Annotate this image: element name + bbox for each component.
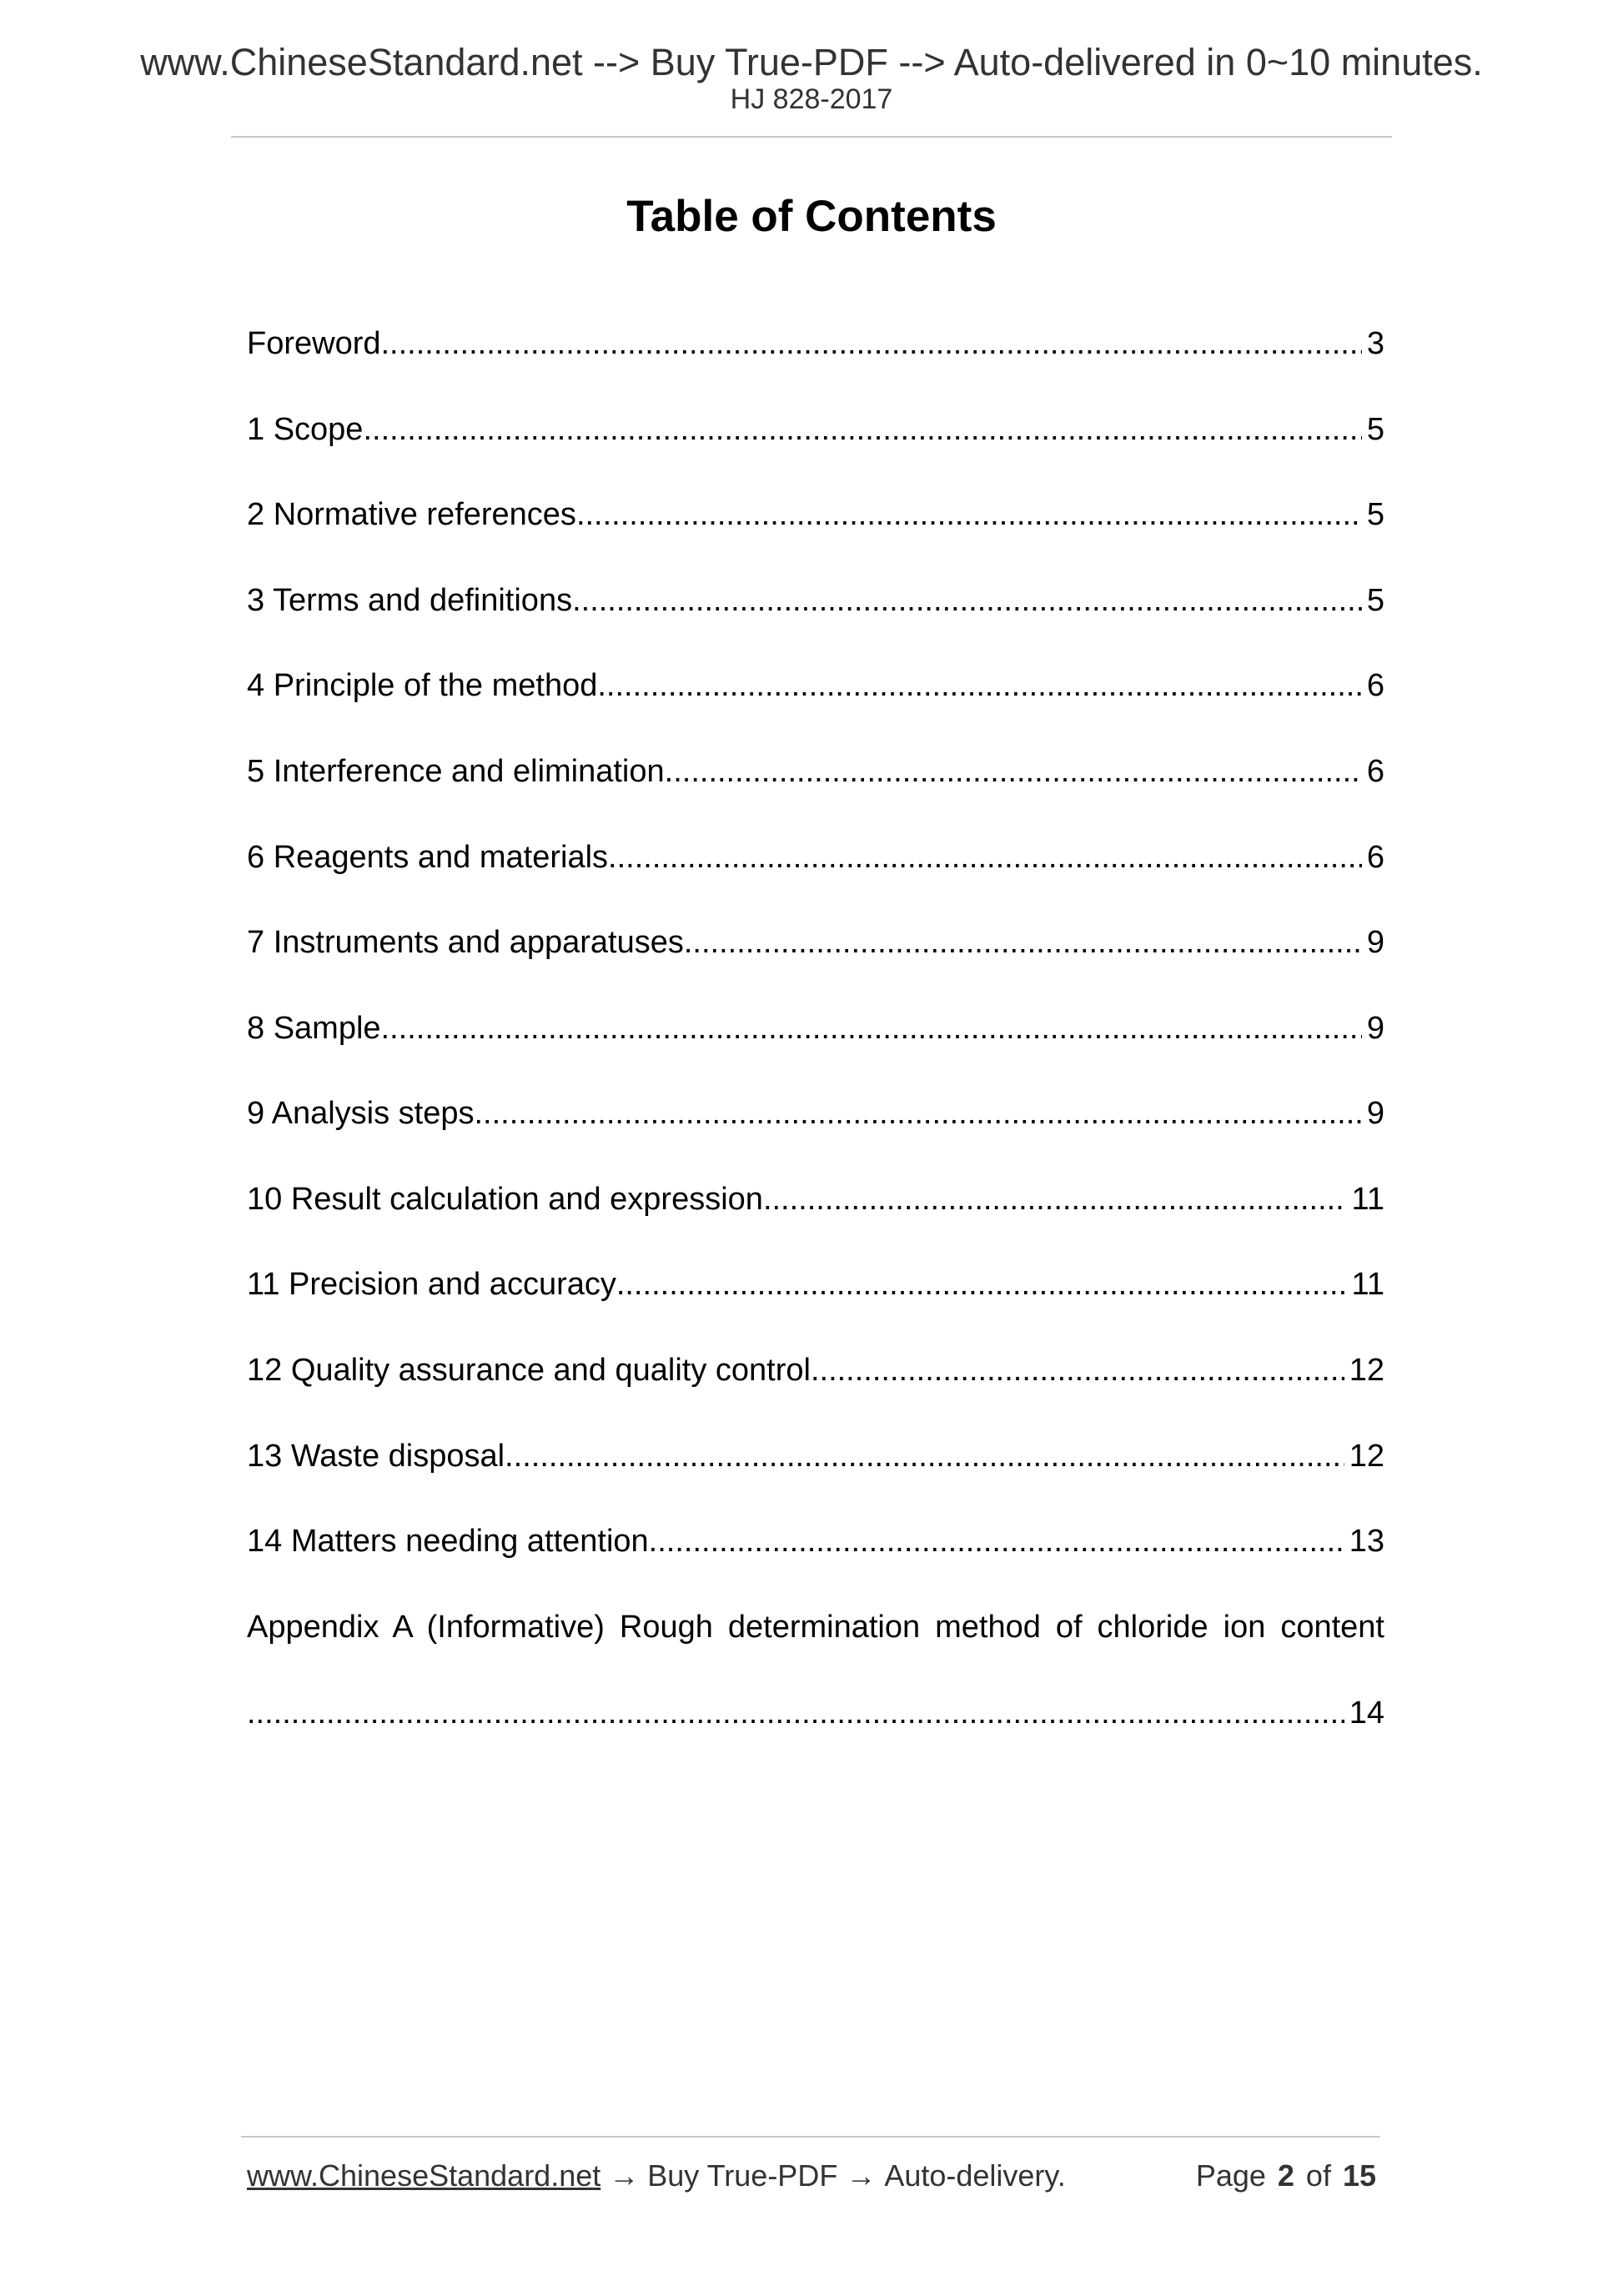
dot-leader xyxy=(811,1349,1344,1391)
toc-entry-page: 5 xyxy=(1366,412,1384,447)
toc-entry-page: 5 xyxy=(1366,583,1384,618)
toc-entry-reagents-and-materials[interactable] xyxy=(247,837,1384,878)
toc-entry-page: 12 xyxy=(1349,1439,1384,1474)
toc-entry-sample[interactable] xyxy=(247,1007,1384,1049)
toc-entry-page: 12 xyxy=(1349,1353,1384,1388)
toc-entry-title: 5 Interference and elimination xyxy=(247,754,665,789)
toc-entry-title: 8 Sample xyxy=(247,1011,381,1046)
toc-entry-foreword[interactable] xyxy=(247,323,1384,364)
toc-entry-matters-needing-attention[interactable] xyxy=(247,1520,1384,1562)
dot-leader xyxy=(474,1093,1361,1134)
toc-entry-title: 14 Matters needing attention xyxy=(247,1524,649,1559)
toc-entry-principle-of-the-method[interactable] xyxy=(247,665,1384,706)
footer-buy-text: Buy True-PDF xyxy=(647,2158,838,2193)
footer-delivery-text: Auto-delivery. xyxy=(884,2158,1066,2193)
document-code: HJ 828-2017 xyxy=(730,83,893,115)
arrow-right-icon: → xyxy=(609,2158,640,2193)
dot-leader xyxy=(505,1435,1344,1477)
dot-leader xyxy=(763,1178,1347,1220)
toc-entry-page: 11 xyxy=(1351,1267,1384,1302)
toc-entry-waste-disposal[interactable] xyxy=(247,1435,1384,1477)
page-indicator xyxy=(1196,2158,1376,2194)
footer-site-link[interactable]: www.ChineseStandard.net xyxy=(247,2158,601,2193)
footer-promo xyxy=(247,2158,1066,2194)
dot-leader xyxy=(684,922,1362,963)
toc-entry-title: 13 Waste disposal xyxy=(247,1439,505,1474)
total-pages-number: 15 xyxy=(1342,2158,1376,2193)
toc-entry-title: 4 Principle of the method xyxy=(247,668,598,703)
toc-title: Table of Contents xyxy=(626,192,997,241)
toc-entry-title: Foreword xyxy=(247,326,381,361)
toc-entry-terms-and-definitions[interactable] xyxy=(247,580,1384,621)
toc-entry-title: 3 Terms and definitions xyxy=(247,583,573,618)
dot-leader xyxy=(572,580,1362,621)
toc-entry-interference-and-elimination[interactable] xyxy=(247,751,1384,792)
toc-entry-title: 7 Instruments and apparatuses xyxy=(247,925,684,960)
toc-entry-page: 11 xyxy=(1351,1182,1384,1217)
toc-entry-appendix-a-page-line[interactable] xyxy=(247,1692,1384,1734)
dot-leader xyxy=(381,323,1362,364)
toc-entry-title: 10 Result calculation and expression xyxy=(247,1182,763,1217)
of-label: of xyxy=(1305,2158,1331,2193)
dot-leader xyxy=(381,1007,1362,1049)
toc-entry-normative-references[interactable] xyxy=(247,494,1384,535)
toc-entry-precision-and-accuracy[interactable] xyxy=(247,1264,1384,1305)
toc-entry-page: 13 xyxy=(1349,1524,1384,1559)
toc-entry-title: 2 Normative references xyxy=(247,497,576,532)
toc-entry-page: 3 xyxy=(1366,326,1384,361)
toc-entry-page: 6 xyxy=(1366,668,1384,703)
toc-entry-title: 11 Precision and accuracy xyxy=(247,1267,616,1302)
toc-entry-title: 12 Quality assurance and quality control xyxy=(247,1353,811,1388)
toc-entry-title: 1 Scope xyxy=(247,412,364,447)
toc-entry-page: 9 xyxy=(1366,1096,1384,1131)
dot-leader xyxy=(649,1520,1344,1562)
dot-leader xyxy=(363,409,1361,450)
toc-entry-page: 6 xyxy=(1366,840,1384,875)
current-page-number: 2 xyxy=(1277,2158,1294,2193)
toc-entry-title: 9 Analysis steps xyxy=(247,1096,475,1131)
toc-entry-appendix-a-title[interactable]: Appendix A (Informative) Rough determination method of chloride ion content xyxy=(247,1610,1384,1645)
toc-entry-quality-assurance[interactable] xyxy=(247,1349,1384,1391)
toc-entry-instruments-and-apparatuses[interactable] xyxy=(247,922,1384,963)
toc-entry-page: 6 xyxy=(1366,754,1384,789)
page-label: Page xyxy=(1195,2158,1266,2193)
toc-entry-title: 6 Reagents and materials xyxy=(247,840,609,875)
dot-leader xyxy=(616,1264,1347,1305)
toc-entry-page: 9 xyxy=(1366,925,1384,960)
arrow-right-icon: → xyxy=(846,2158,877,2193)
site-banner: www.ChineseStandard.net --> Buy True-PDF --> Auto-delivered in 0~10 minutes. xyxy=(140,41,1483,83)
dot-leader xyxy=(665,751,1362,792)
toc-entry-page: 14 xyxy=(1349,1696,1384,1731)
dot-leader xyxy=(247,1692,1344,1734)
footer-divider xyxy=(241,2136,1380,2138)
toc-entry-result-calculation[interactable] xyxy=(247,1178,1384,1220)
toc-entry-scope[interactable] xyxy=(247,409,1384,450)
toc-entry-page: 9 xyxy=(1366,1011,1384,1046)
toc-entry-page: 5 xyxy=(1366,497,1384,532)
dot-leader xyxy=(597,665,1362,706)
dot-leader xyxy=(576,494,1362,535)
toc-entry-analysis-steps[interactable] xyxy=(247,1093,1384,1134)
dot-leader xyxy=(608,837,1362,878)
